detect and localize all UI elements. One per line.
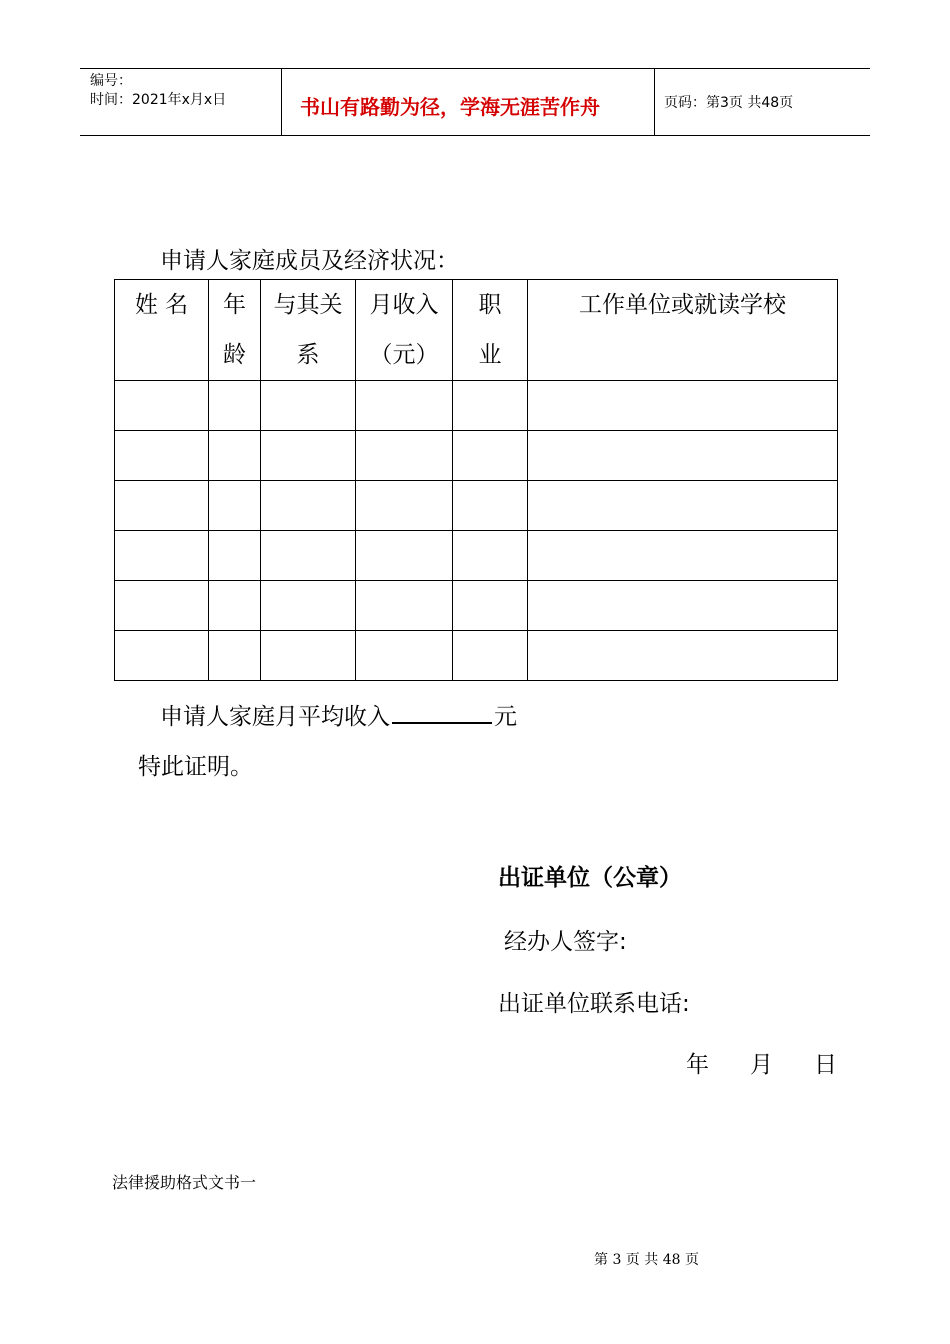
cell-income[interactable]: [356, 531, 453, 581]
cell-age[interactable]: [209, 531, 261, 581]
cell-age[interactable]: [209, 481, 261, 531]
cell-income[interactable]: [356, 431, 453, 481]
header-divider-left: [281, 68, 282, 136]
certify-text: 特此证明。: [138, 754, 253, 780]
cell-workplace[interactable]: [528, 631, 838, 681]
header-date-label: 时间：2021年x月x日: [90, 92, 227, 108]
cell-occupation[interactable]: [453, 581, 528, 631]
document-type-label: 法律援助格式文书一: [112, 1173, 257, 1192]
cell-workplace[interactable]: [528, 581, 838, 631]
cell-occupation[interactable]: [453, 631, 528, 681]
cell-age[interactable]: [209, 581, 261, 631]
header-name: 姓 名: [115, 280, 209, 381]
handler-signature-label: 经办人签字:: [504, 929, 627, 955]
cell-workplace[interactable]: [528, 531, 838, 581]
avg-income-line: [160, 698, 517, 731]
issuer-phone-label: 出证单位联系电话:: [498, 991, 690, 1017]
cell-name[interactable]: [115, 381, 209, 431]
cell-workplace[interactable]: [528, 431, 838, 481]
cell-name[interactable]: [115, 531, 209, 581]
section-title: 申请人家庭成员及经济状况：: [160, 248, 459, 274]
cell-relation[interactable]: [261, 431, 356, 481]
header-workplace-school: 工作单位或就读学校: [528, 280, 838, 381]
header-bottom-border: [80, 135, 870, 136]
header-monthly-income: 月收入 （元）: [356, 280, 453, 381]
cell-occupation[interactable]: [453, 381, 528, 431]
header-number-label: 编号：: [90, 73, 132, 89]
date-day-label: 日: [814, 1052, 837, 1078]
table-row: [115, 581, 838, 631]
cell-name[interactable]: [115, 481, 209, 531]
cell-name[interactable]: [115, 431, 209, 481]
date-year-label: 年: [686, 1052, 709, 1078]
cell-relation[interactable]: [261, 581, 356, 631]
header-page-label: 页码：第3页 共48页: [664, 95, 794, 111]
header-age: 年 龄: [209, 280, 261, 381]
table-row: [115, 531, 838, 581]
cell-name[interactable]: [115, 581, 209, 631]
cell-income[interactable]: [356, 381, 453, 431]
date-month-label: 月: [750, 1052, 773, 1078]
issuer-seal-label: 出证单位（公章）: [498, 865, 682, 891]
cell-relation[interactable]: [261, 381, 356, 431]
table-row: [115, 481, 838, 531]
avg-income-label: 申请人家庭月平均收入: [160, 704, 390, 730]
cell-occupation[interactable]: [453, 531, 528, 581]
table-header-row: [115, 280, 838, 381]
family-members-table: [114, 279, 838, 681]
cell-occupation[interactable]: [453, 481, 528, 531]
cell-relation[interactable]: [261, 631, 356, 681]
header-top-border: [80, 68, 870, 69]
cell-occupation[interactable]: [453, 431, 528, 481]
table-row: [115, 381, 838, 431]
header-occupation: 职 业: [453, 280, 528, 381]
footer-page-number: 第 3 页 共 48 页: [594, 1252, 699, 1268]
cell-income[interactable]: [356, 631, 453, 681]
cell-age[interactable]: [209, 631, 261, 681]
cell-income[interactable]: [356, 581, 453, 631]
header-relation: 与其关 系: [261, 280, 356, 381]
cell-age[interactable]: [209, 381, 261, 431]
cell-relation[interactable]: [261, 481, 356, 531]
cell-workplace[interactable]: [528, 381, 838, 431]
header-divider-right: [654, 68, 655, 136]
header-motto: 书山有路勤为径，学海无涯苦作舟: [300, 95, 600, 119]
table-row: [115, 431, 838, 481]
avg-income-unit: 元: [494, 704, 517, 730]
cell-workplace[interactable]: [528, 481, 838, 531]
cell-income[interactable]: [356, 481, 453, 531]
avg-income-field[interactable]: [392, 700, 492, 724]
cell-name[interactable]: [115, 631, 209, 681]
table-row: [115, 631, 838, 681]
cell-relation[interactable]: [261, 531, 356, 581]
cell-age[interactable]: [209, 431, 261, 481]
